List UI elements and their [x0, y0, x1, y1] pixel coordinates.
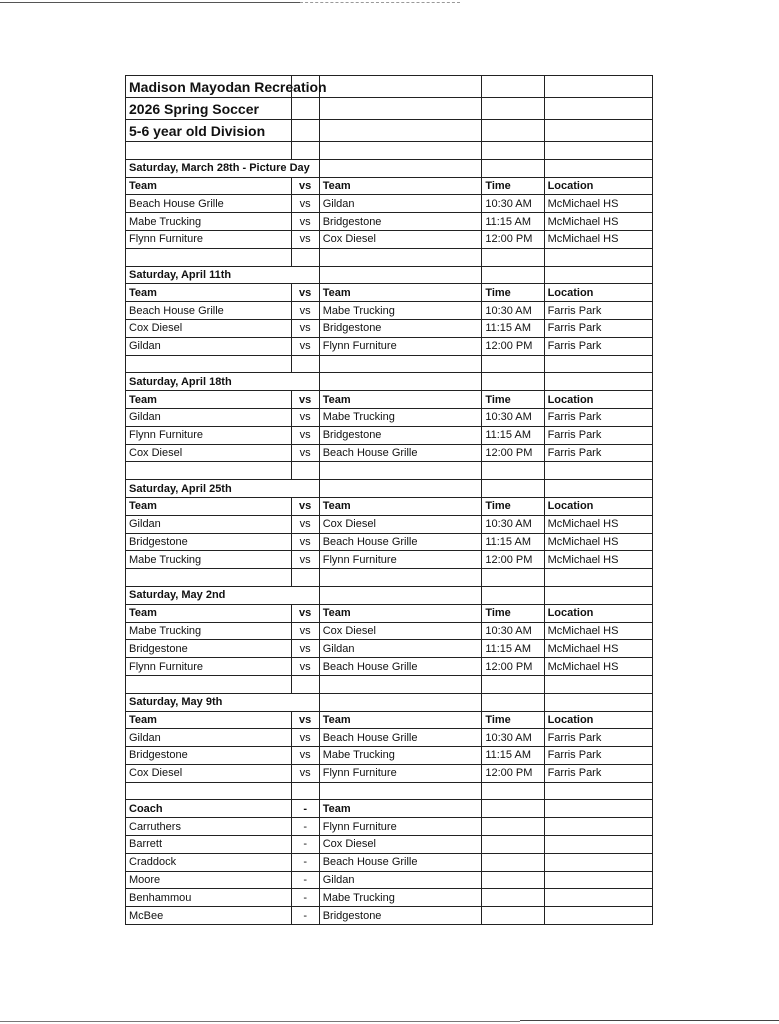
- home-team: Flynn Furniture: [126, 658, 292, 676]
- game-location: Farris Park: [544, 408, 652, 426]
- home-team: Beach House Grille: [126, 302, 292, 320]
- header-sep: -: [291, 800, 319, 818]
- away-team: Beach House Grille: [319, 729, 482, 747]
- empty-cell: [319, 373, 482, 391]
- empty-cell: [319, 355, 482, 373]
- empty-cell: [544, 373, 652, 391]
- home-team: Mabe Trucking: [126, 213, 292, 231]
- game-location: McMichael HS: [544, 515, 652, 533]
- empty-cell: [544, 853, 652, 871]
- column-header-row: [126, 177, 653, 195]
- away-team: Flynn Furniture: [319, 551, 482, 569]
- coach-team: Bridgestone: [319, 907, 482, 925]
- header-time: Time: [482, 497, 544, 515]
- empty-cell: [544, 120, 652, 142]
- header-team: Team: [319, 177, 482, 195]
- blank-row: [126, 142, 653, 160]
- game-time: 10:30 AM: [482, 515, 544, 533]
- week-date-row: [126, 373, 653, 391]
- empty-cell: [544, 480, 652, 498]
- game-row: [126, 551, 653, 569]
- game-location: McMichael HS: [544, 230, 652, 248]
- coach-row: [126, 853, 653, 871]
- header-team: Team: [126, 604, 292, 622]
- empty-cell: [544, 355, 652, 373]
- home-team: Gildan: [126, 337, 292, 355]
- away-team: Bridgestone: [319, 213, 482, 231]
- empty-cell: [482, 586, 544, 604]
- blank-row: [126, 569, 653, 587]
- empty-cell: [291, 569, 319, 587]
- empty-cell: [319, 693, 482, 711]
- empty-cell: [291, 98, 319, 120]
- game-time: 11:15 AM: [482, 213, 544, 231]
- away-team: Bridgestone: [319, 319, 482, 337]
- scan-edge-line: [0, 2, 300, 3]
- home-team: Bridgestone: [126, 533, 292, 551]
- header-location: Location: [544, 711, 652, 729]
- empty-cell: [291, 675, 319, 693]
- home-team: Gildan: [126, 729, 292, 747]
- home-team: Flynn Furniture: [126, 426, 292, 444]
- game-time: 12:00 PM: [482, 658, 544, 676]
- home-team: Cox Diesel: [126, 444, 292, 462]
- game-time: 11:15 AM: [482, 533, 544, 551]
- home-team: Mabe Trucking: [126, 551, 292, 569]
- column-header-row: [126, 604, 653, 622]
- vs-label: vs: [291, 444, 319, 462]
- away-team: Bridgestone: [319, 426, 482, 444]
- coach-sep: -: [291, 853, 319, 871]
- vs-label: vs: [291, 640, 319, 658]
- game-location: Farris Park: [544, 302, 652, 320]
- empty-cell: [544, 907, 652, 925]
- empty-cell: [319, 782, 482, 800]
- column-header-row: [126, 284, 653, 302]
- game-location: McMichael HS: [544, 622, 652, 640]
- empty-cell: [291, 120, 319, 142]
- week-date-row: [126, 693, 653, 711]
- game-location: Farris Park: [544, 426, 652, 444]
- empty-cell: [544, 818, 652, 836]
- empty-cell: [319, 266, 482, 284]
- empty-cell: [482, 907, 544, 925]
- empty-cell: [482, 248, 544, 266]
- header-team: Team: [126, 711, 292, 729]
- empty-cell: [544, 159, 652, 177]
- vs-label: vs: [291, 195, 319, 213]
- game-time: 12:00 PM: [482, 444, 544, 462]
- empty-cell: [319, 159, 482, 177]
- empty-cell: [482, 355, 544, 373]
- empty-cell: [291, 462, 319, 480]
- week-date-row: [126, 480, 653, 498]
- week-date-row: [126, 586, 653, 604]
- header-team: Team: [126, 284, 292, 302]
- game-row: [126, 319, 653, 337]
- coach-name: Carruthers: [126, 818, 292, 836]
- empty-cell: [482, 98, 544, 120]
- game-time: 10:30 AM: [482, 729, 544, 747]
- away-team: Gildan: [319, 640, 482, 658]
- home-team: Cox Diesel: [126, 764, 292, 782]
- home-team: Beach House Grille: [126, 195, 292, 213]
- title-row: [126, 120, 653, 142]
- week-date: Saturday, March 28th - Picture Day: [126, 159, 320, 177]
- game-time: 10:30 AM: [482, 622, 544, 640]
- empty-cell: [482, 800, 544, 818]
- game-row: [126, 426, 653, 444]
- empty-cell: [126, 675, 292, 693]
- vs-label: vs: [291, 213, 319, 231]
- empty-cell: [126, 142, 292, 160]
- game-location: Farris Park: [544, 764, 652, 782]
- empty-cell: [482, 782, 544, 800]
- coach-sep: -: [291, 871, 319, 889]
- home-team: Mabe Trucking: [126, 622, 292, 640]
- page-title: 5-6 year old Division: [126, 120, 292, 142]
- game-row: [126, 337, 653, 355]
- blank-row: [126, 355, 653, 373]
- empty-cell: [544, 266, 652, 284]
- game-time: 11:15 AM: [482, 319, 544, 337]
- game-time: 11:15 AM: [482, 426, 544, 444]
- home-team: Flynn Furniture: [126, 230, 292, 248]
- empty-cell: [319, 98, 482, 120]
- game-row: [126, 195, 653, 213]
- game-row: [126, 408, 653, 426]
- coach-row: [126, 836, 653, 854]
- empty-cell: [126, 782, 292, 800]
- header-time: Time: [482, 177, 544, 195]
- schedule-table: [125, 75, 653, 925]
- empty-cell: [544, 782, 652, 800]
- game-location: Farris Park: [544, 729, 652, 747]
- empty-cell: [482, 675, 544, 693]
- coach-row: [126, 818, 653, 836]
- vs-label: vs: [291, 515, 319, 533]
- vs-label: vs: [291, 747, 319, 765]
- empty-cell: [291, 355, 319, 373]
- home-team: Cox Diesel: [126, 319, 292, 337]
- game-row: [126, 444, 653, 462]
- away-team: Mabe Trucking: [319, 408, 482, 426]
- vs-label: vs: [291, 764, 319, 782]
- away-team: Beach House Grille: [319, 658, 482, 676]
- empty-cell: [291, 142, 319, 160]
- coach-sep: -: [291, 889, 319, 907]
- coach-name: Barrett: [126, 836, 292, 854]
- vs-label: vs: [291, 533, 319, 551]
- empty-cell: [482, 836, 544, 854]
- header-team: Team: [319, 711, 482, 729]
- header-team: Team: [126, 177, 292, 195]
- game-location: McMichael HS: [544, 551, 652, 569]
- game-row: [126, 533, 653, 551]
- header-time: Time: [482, 284, 544, 302]
- empty-cell: [482, 853, 544, 871]
- vs-label: vs: [291, 426, 319, 444]
- home-team: Gildan: [126, 408, 292, 426]
- vs-label: vs: [291, 408, 319, 426]
- vs-label: vs: [291, 319, 319, 337]
- empty-cell: [126, 462, 292, 480]
- game-location: Farris Park: [544, 337, 652, 355]
- header-team: Team: [126, 497, 292, 515]
- vs-label: vs: [291, 729, 319, 747]
- column-header-row: [126, 391, 653, 409]
- empty-cell: [482, 76, 544, 98]
- empty-cell: [291, 248, 319, 266]
- away-team: Flynn Furniture: [319, 337, 482, 355]
- coach-header-row: [126, 800, 653, 818]
- empty-cell: [482, 871, 544, 889]
- coach-team: Cox Diesel: [319, 836, 482, 854]
- blank-row: [126, 462, 653, 480]
- empty-cell: [544, 462, 652, 480]
- empty-cell: [482, 818, 544, 836]
- game-row: [126, 764, 653, 782]
- week-date: Saturday, April 25th: [126, 480, 320, 498]
- empty-cell: [544, 871, 652, 889]
- header-team: Team: [319, 604, 482, 622]
- coach-team: Flynn Furniture: [319, 818, 482, 836]
- coach-sep: -: [291, 907, 319, 925]
- coach-team: Gildan: [319, 871, 482, 889]
- empty-cell: [544, 693, 652, 711]
- game-row: [126, 658, 653, 676]
- week-date: Saturday, May 2nd: [126, 586, 320, 604]
- empty-cell: [482, 142, 544, 160]
- header-location: Location: [544, 497, 652, 515]
- game-row: [126, 230, 653, 248]
- empty-cell: [482, 480, 544, 498]
- home-team: Bridgestone: [126, 747, 292, 765]
- scan-edge-line: [0, 1021, 520, 1022]
- away-team: Beach House Grille: [319, 444, 482, 462]
- coach-name: Craddock: [126, 853, 292, 871]
- coach-row: [126, 871, 653, 889]
- header-team: Team: [319, 391, 482, 409]
- empty-cell: [482, 889, 544, 907]
- away-team: Gildan: [319, 195, 482, 213]
- empty-cell: [544, 76, 652, 98]
- empty-cell: [482, 693, 544, 711]
- empty-cell: [319, 675, 482, 693]
- empty-cell: [319, 248, 482, 266]
- game-row: [126, 622, 653, 640]
- vs-label: vs: [291, 302, 319, 320]
- coach-name: Moore: [126, 871, 292, 889]
- away-team: Mabe Trucking: [319, 747, 482, 765]
- empty-cell: [482, 159, 544, 177]
- title-row: [126, 76, 653, 98]
- empty-cell: [126, 248, 292, 266]
- scan-edge-line: [300, 2, 460, 3]
- empty-cell: [544, 142, 652, 160]
- empty-cell: [544, 800, 652, 818]
- blank-row: [126, 675, 653, 693]
- empty-cell: [126, 355, 292, 373]
- header-location: Location: [544, 391, 652, 409]
- empty-cell: [319, 120, 482, 142]
- empty-cell: [544, 586, 652, 604]
- week-date: Saturday, April 11th: [126, 266, 320, 284]
- header-team: Team: [319, 800, 482, 818]
- header-team: Team: [126, 391, 292, 409]
- away-team: Flynn Furniture: [319, 764, 482, 782]
- home-team: Bridgestone: [126, 640, 292, 658]
- game-location: McMichael HS: [544, 658, 652, 676]
- week-date: Saturday, April 18th: [126, 373, 320, 391]
- empty-cell: [482, 120, 544, 142]
- empty-cell: [544, 569, 652, 587]
- game-row: [126, 302, 653, 320]
- header-coach: Coach: [126, 800, 292, 818]
- coach-name: McBee: [126, 907, 292, 925]
- header-vs: vs: [291, 711, 319, 729]
- header-vs: vs: [291, 177, 319, 195]
- title-row: [126, 98, 653, 120]
- empty-cell: [544, 675, 652, 693]
- vs-label: vs: [291, 658, 319, 676]
- coach-sep: -: [291, 836, 319, 854]
- vs-label: vs: [291, 551, 319, 569]
- game-row: [126, 515, 653, 533]
- game-location: Farris Park: [544, 444, 652, 462]
- game-time: 10:30 AM: [482, 195, 544, 213]
- column-header-row: [126, 497, 653, 515]
- header-team: Team: [319, 497, 482, 515]
- game-time: 12:00 PM: [482, 551, 544, 569]
- empty-cell: [126, 569, 292, 587]
- page-title: 2026 Spring Soccer: [126, 98, 292, 120]
- game-time: 10:30 AM: [482, 302, 544, 320]
- header-location: Location: [544, 177, 652, 195]
- empty-cell: [544, 98, 652, 120]
- empty-cell: [482, 569, 544, 587]
- week-date-row: [126, 266, 653, 284]
- empty-cell: [544, 248, 652, 266]
- game-location: Farris Park: [544, 319, 652, 337]
- game-row: [126, 729, 653, 747]
- away-team: Beach House Grille: [319, 533, 482, 551]
- coach-name: Benhammou: [126, 889, 292, 907]
- coach-row: [126, 907, 653, 925]
- empty-cell: [319, 462, 482, 480]
- vs-label: vs: [291, 337, 319, 355]
- away-team: Cox Diesel: [319, 515, 482, 533]
- game-time: 11:15 AM: [482, 747, 544, 765]
- header-location: Location: [544, 284, 652, 302]
- game-row: [126, 640, 653, 658]
- game-location: McMichael HS: [544, 640, 652, 658]
- game-time: 12:00 PM: [482, 337, 544, 355]
- scan-edge-line: [520, 1020, 779, 1021]
- vs-label: vs: [291, 622, 319, 640]
- coach-team: Beach House Grille: [319, 853, 482, 871]
- game-time: 12:00 PM: [482, 230, 544, 248]
- coach-team: Mabe Trucking: [319, 889, 482, 907]
- empty-cell: [291, 782, 319, 800]
- empty-cell: [482, 373, 544, 391]
- blank-row: [126, 248, 653, 266]
- away-team: Cox Diesel: [319, 622, 482, 640]
- header-vs: vs: [291, 284, 319, 302]
- away-team: Cox Diesel: [319, 230, 482, 248]
- blank-row: [126, 782, 653, 800]
- header-time: Time: [482, 711, 544, 729]
- empty-cell: [319, 142, 482, 160]
- empty-cell: [544, 836, 652, 854]
- header-vs: vs: [291, 391, 319, 409]
- empty-cell: [319, 569, 482, 587]
- week-date: Saturday, May 9th: [126, 693, 320, 711]
- game-location: McMichael HS: [544, 533, 652, 551]
- column-header-row: [126, 711, 653, 729]
- coach-sep: -: [291, 818, 319, 836]
- coach-row: [126, 889, 653, 907]
- header-vs: vs: [291, 497, 319, 515]
- empty-cell: [319, 586, 482, 604]
- header-team: Team: [319, 284, 482, 302]
- game-time: 10:30 AM: [482, 408, 544, 426]
- home-team: Gildan: [126, 515, 292, 533]
- empty-cell: [319, 480, 482, 498]
- week-date-row: [126, 159, 653, 177]
- game-location: McMichael HS: [544, 195, 652, 213]
- empty-cell: [319, 76, 482, 98]
- game-location: Farris Park: [544, 747, 652, 765]
- header-time: Time: [482, 391, 544, 409]
- game-time: 12:00 PM: [482, 764, 544, 782]
- game-location: McMichael HS: [544, 213, 652, 231]
- header-time: Time: [482, 604, 544, 622]
- empty-cell: [482, 266, 544, 284]
- empty-cell: [544, 889, 652, 907]
- header-vs: vs: [291, 604, 319, 622]
- game-row: [126, 747, 653, 765]
- game-row: [126, 213, 653, 231]
- game-time: 11:15 AM: [482, 640, 544, 658]
- away-team: Mabe Trucking: [319, 302, 482, 320]
- empty-cell: [482, 462, 544, 480]
- header-location: Location: [544, 604, 652, 622]
- vs-label: vs: [291, 230, 319, 248]
- page-title: Madison Mayodan Recreation: [126, 76, 292, 98]
